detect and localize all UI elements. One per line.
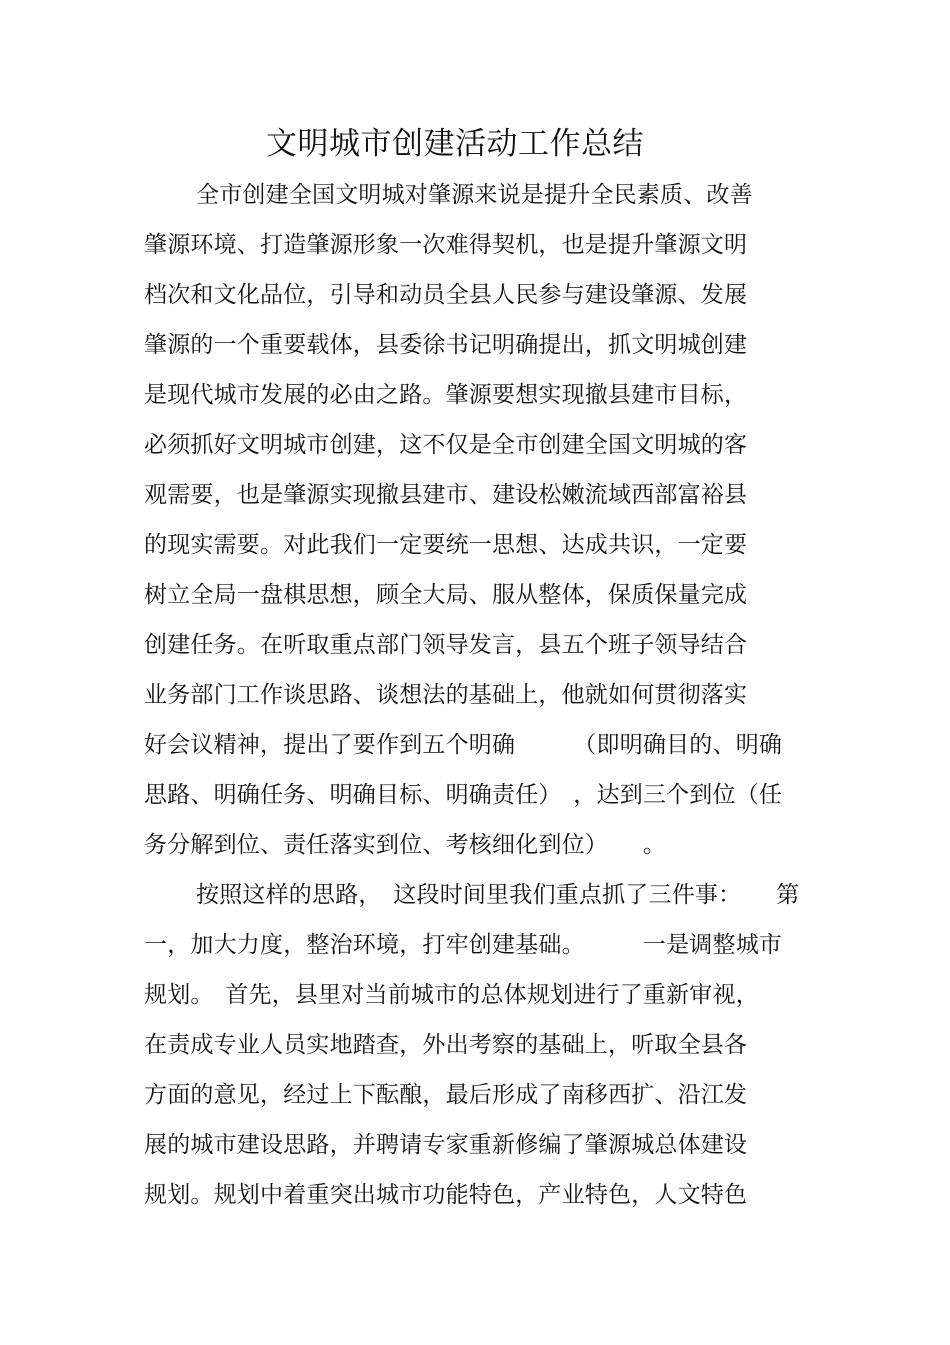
paragraph-line: 展的城市建设思路，并聘请专家重新修编了肇源城总体建设 [144,1132,748,1158]
paragraph-line: 规划。 首先，县里对当前城市的总体规划进行了重新审视， [144,982,759,1008]
paragraph-line: 树立全局一盘棋思想，顾全大局、服从整体，保质保量完成 [144,582,748,608]
paragraph-line: 在责成专业人员实地踏查，外出考察的基础上，听取全县各 [144,1032,748,1058]
paragraph-line: 肇源的一个重要载体，县委徐书记明确提出，抓文明城创建 [144,332,748,358]
paragraph-line: 务分解到位、责任落实到位、考核细化到位） 。 [144,832,667,858]
paragraph-line: 必须抓好文明城市创建，这不仅是全市创建全国文明城的客 [144,432,748,458]
document-title: 文明城市创建活动工作总结 [266,126,644,162]
paragraph-line: 档次和文化品位，引导和动员全县人民参与建设肇源、发展 [144,282,748,308]
paragraph-line: 的现实需要。对此我们一定要统一思想、达成共识，一定要 [144,532,748,558]
document-body [144,170,824,1220]
paragraph-line: 肇源环境、打造肇源形象一次难得契机，也是提升肇源文明 [144,232,748,258]
paragraph-line: 按照这样的思路， 这段时间里我们重点抓了三件事： 第 [196,882,800,908]
paragraph-line: 一，加大力度，整治环境，打牢创建基础。 一是调整城市 [144,932,783,958]
paragraph-line: 方面的意见，经过上下酝酿，最后形成了南移西扩、沿江发 [144,1082,748,1108]
paragraph-line: 业务部门工作谈思路、谈想法的基础上，他就如何贯彻落实 [144,682,748,708]
paragraph-line: 好会议精神，提出了要作到五个明确 （即明确目的、明确 [144,732,783,758]
paragraph-line: 思路、明确任务、明确目标、明确责任） ，达到三个到位（任 [144,782,783,808]
paragraph-line: 是现代城市发展的必由之路。肇源要想实现撤县建市目标， [144,382,748,408]
paragraph-line: 创建任务。在听取重点部门领导发言，县五个班子领导结合 [144,632,748,658]
paragraph-line: 全市创建全国文明城对肇源来说是提升全民素质、改善 [196,182,753,208]
paragraph-line: 观需要，也是肇源实现撤县建市、建设松嫩流域西部富裕县 [144,482,748,508]
paragraph-line: 规划。规划中着重突出城市功能特色，产业特色，人文特色 [144,1182,748,1208]
